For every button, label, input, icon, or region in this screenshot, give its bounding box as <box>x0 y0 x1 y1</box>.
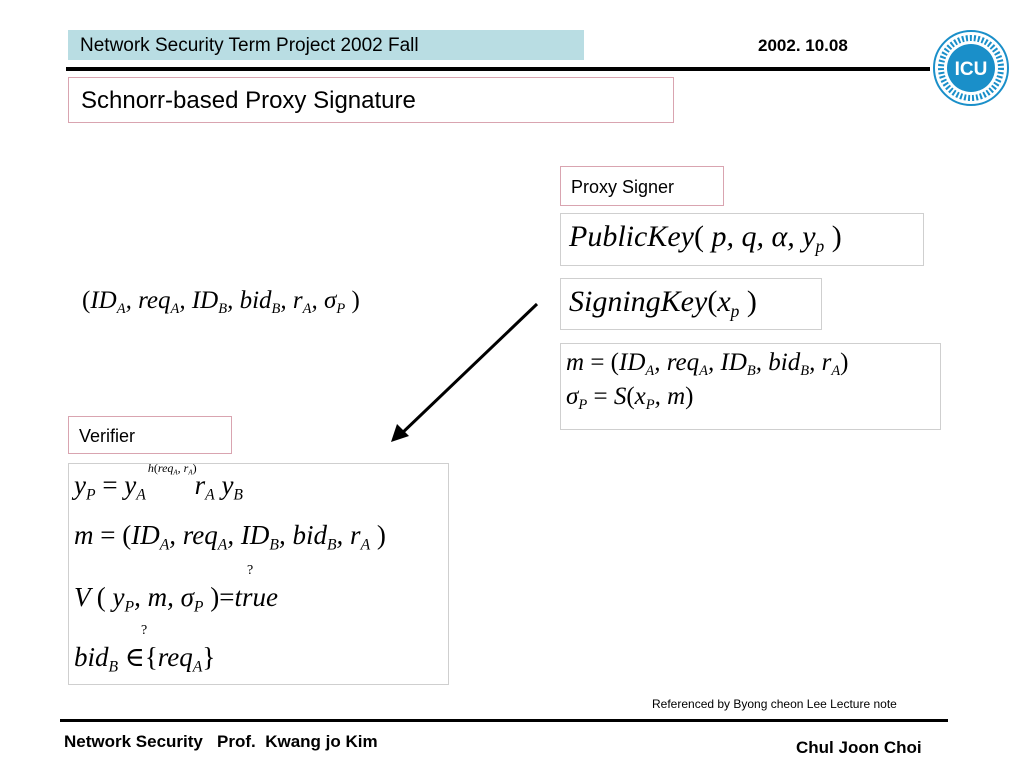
question-mark-2: ? <box>141 623 148 638</box>
flow-arrow <box>385 298 545 448</box>
verifier-line-1: $y_P = y_A^{h(req_A, r_A)}r_A$ $y_B$ <box>74 461 243 504</box>
header-date: 2002. 10.08 <box>758 36 848 55</box>
header-title: Network Security Term Project 2002 Fall <box>68 30 584 60</box>
message-formula: $m = (ID_A$, req$_A$, $ID_B$, bid$_B$, $r_A$) <box>566 349 849 380</box>
footer-divider <box>60 719 948 722</box>
reference-note: Referenced by Byong cheon Lee Lecture note <box>652 697 897 711</box>
logo-text: ICU <box>954 59 988 80</box>
proxy-signer-label: Proxy Signer <box>560 166 724 206</box>
public-key-formula: PublicKey( p, q, α, $y_p$ ) <box>560 213 924 266</box>
header-divider <box>66 67 930 71</box>
verifier-line-2: $m = (ID_A$, req$_A$, $ID_B$, bid$_B$, $r_A$ ) <box>74 520 386 554</box>
verifier-line-3: V ( $y_P$, m, $\sigma_P$ )=true <box>74 582 278 616</box>
verifier-formulas <box>68 463 449 685</box>
slide-title: Schnorr-based Proxy Signature <box>68 77 674 123</box>
message-signature-formula <box>560 343 941 430</box>
verifier-line-4: bid$_B$ ∈{req$_A$} <box>74 642 216 676</box>
signature-formula: $\sigma_P = S(x_P$, m) <box>566 383 694 414</box>
verifier-label: Verifier <box>68 416 232 454</box>
footer-course-info: Network Security Prof. Kwang jo Kim <box>64 732 378 751</box>
footer-author: Chul Joon Choi <box>796 738 922 757</box>
icu-logo <box>932 29 1010 107</box>
question-mark-1: ? <box>247 563 254 578</box>
transmitted-tuple: ($ID_A$, req$_A$, $ID_B$, bid$_B$, $r_A$, $\sigma_P$ ) <box>82 287 360 318</box>
signing-key-formula: $SigningKey(x_p$ ) <box>560 278 822 330</box>
